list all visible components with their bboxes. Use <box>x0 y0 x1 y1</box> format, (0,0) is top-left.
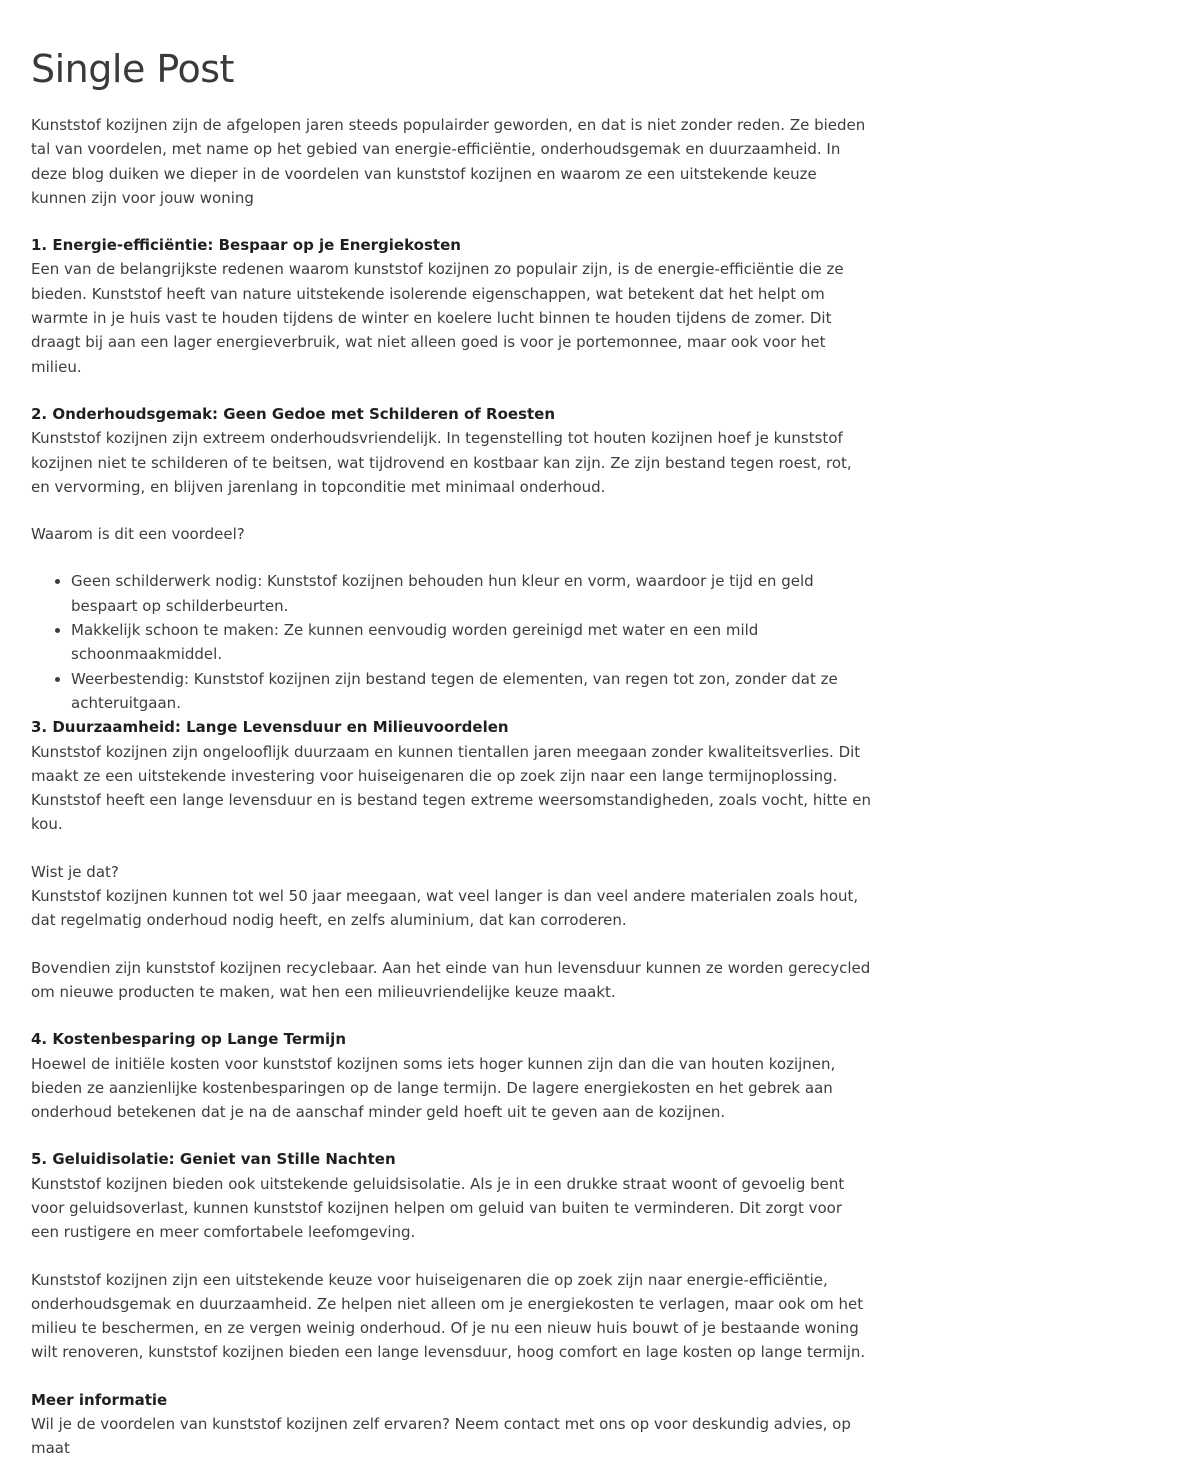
section-heading: 5. Geluidisolatie: Geniet van Stille Nachten <box>31 1150 396 1169</box>
section-text: Wil je de voordelen van kunststof kozijnen zelf ervaren? Neem contact met ons op voor deskundig advies, op maat <box>31 1415 851 1458</box>
section-text: Kunststof kozijnen bieden ook uitstekende geluidsisolatie. Als je in een drukke straat woont of gevoelig bent voor geluidsoverlast, kunnen kunststof kozijnen helpen om geluid van buiten te verminderen. Dit zorgt voor een rustigere en meer comfortabele leefomgeving. <box>31 1174 845 1242</box>
list-item: • Weerbestendig: Kunststof kozijnen zijn bestand tegen de elementen, van regen tot zon, zonder dat ze achteruitgaan. <box>71 667 871 716</box>
section-energy <box>31 233 871 379</box>
list-item: • Makkelijk schoon te maken: Ze kunnen eenvoudig worden gereinigd met water en een mild schoonmaakmiddel. <box>71 618 871 667</box>
did-you-know-text: Kunststof kozijnen kunnen tot wel 50 jaar meegaan, wat veel langer is dan veel andere materialen zoals hout, dat regelmatig onderhoud nodig heeft, en zelfs aluminium, dat kan corroderen. <box>31 887 859 930</box>
did-you-know-label: Wist je dat? <box>31 862 119 881</box>
section-text: Kunststof kozijnen zijn ongelooflijk duurzaam en kunnen tientallen jaren meegaan zonder kwaliteitsverlies. Dit maakt ze een uitstekende investering voor huiseigenaren die op zoek zijn naar een lange termijnoplossing. Kunststof heeft een lange levensduur en is bestand tegen extreme weersomstandigheden, zoals vocht, hitte en kou. <box>31 742 871 834</box>
question-paragraph: Waarom is dit een voordeel? <box>31 525 245 544</box>
section-cost-savings <box>31 1027 871 1124</box>
section-maintenance <box>31 402 871 499</box>
section-sound-insulation <box>31 1147 871 1244</box>
section-heading: 2. Onderhoudsgemak: Geen Gedoe met Schilderen of Roesten <box>31 404 556 423</box>
section-text: Kunststof kozijnen zijn extreem onderhoudsvriendelijk. In tegenstelling tot houten kozijnen hoef je kunststof kozijnen niet te schilderen of te beitsen, wat tijdrovend en kostbaar kan zijn. Ze zijn bestand tegen roest, rot, en vervorming, en blijven jarenlang in topconditie met minimaal onderhoud. <box>31 429 852 496</box>
section-text: Hoewel de initiële kosten voor kunststof kozijnen soms iets hoger kunnen zijn dan die van houten kozijnen, bieden ze aanzienlijke kostenbesparingen op de lange termijn. De lagere energiekosten en het gebrek aan onderhoud betekenen dat je na de aanschaf minder geld hoeft uit te geven aan de kozijnen. <box>31 1054 836 1122</box>
section-text: Een van de belangrijkste redenen waarom kunststof kozijnen zo populair zijn, is de energie-efficiëntie die ze bieden. Kunststof heeft van nature uitstekende isolerende eigenschappen, wat betekent dat het helpt om warmte in je huis vast te houden tijdens de winter en koelere lucht binnen te houden tijdens de zomer. Dit draagt bij aan een lager energieverbruik, wat niet alleen goed is voor je portemonnee, maar ook voor het milieu. <box>31 260 844 376</box>
section-heading: 1. Energie-efficiëntie: Bespaar op je Energiekosten <box>31 236 461 255</box>
advantages-list <box>31 569 871 715</box>
post-content <box>31 0 871 1461</box>
section-heading: Meer informatie <box>31 1390 168 1409</box>
section-durability <box>31 715 871 836</box>
conclusion-paragraph: Kunststof kozijnen zijn een uitstekende keuze voor huiseigenaren die op zoek zijn naar energie-efficiëntie, onderhoudsgemak en duurzaamheid. Ze helpen niet alleen om je energiekosten te verlagen, maar ook om het milieu te beschermen, en ze vergen weinig onderhoud. Of je nu een nieuw huis bouwt of je bestaande woning wilt renoveren, kunststof kozijnen bieden een lange levensduur, hoog comfort en lage kosten op lange termijn. <box>31 1270 866 1362</box>
recycle-paragraph: Bovendien zijn kunststof kozijnen recyclebaar. Aan het einde van hun levensduur kunnen ze worden gerecycled om nieuwe producten te maken, wat hen een milieuvriendelijke keuze maakt. <box>31 958 871 1001</box>
intro-paragraph: Kunststof kozijnen zijn de afgelopen jaren steeds populairder geworden, en dat is niet zonder reden. Ze bieden tal van voordelen, met name op het gebied van energie-efficiëntie, onderhoudsgemak en duurzaamheid. In deze blog duiken we dieper in de voordelen van kunststof kozijnen en waarom ze een uitstekende keuze kunnen zijn voor jouw woning <box>31 116 866 207</box>
page-title: Single Post <box>31 47 234 91</box>
section-heading: 3. Duurzaamheid: Lange Levensduur en Milieuvoordelen <box>31 718 509 737</box>
list-item: • Geen schilderwerk nodig: Kunststof kozijnen behouden hun kleur en vorm, waardoor je tijd en geld bespaart op schilderbeurten. <box>71 569 871 618</box>
section-heading: 4. Kostenbesparing op Lange Termijn <box>31 1030 347 1049</box>
more-info <box>31 1388 871 1461</box>
did-you-know-paragraph <box>31 860 871 933</box>
